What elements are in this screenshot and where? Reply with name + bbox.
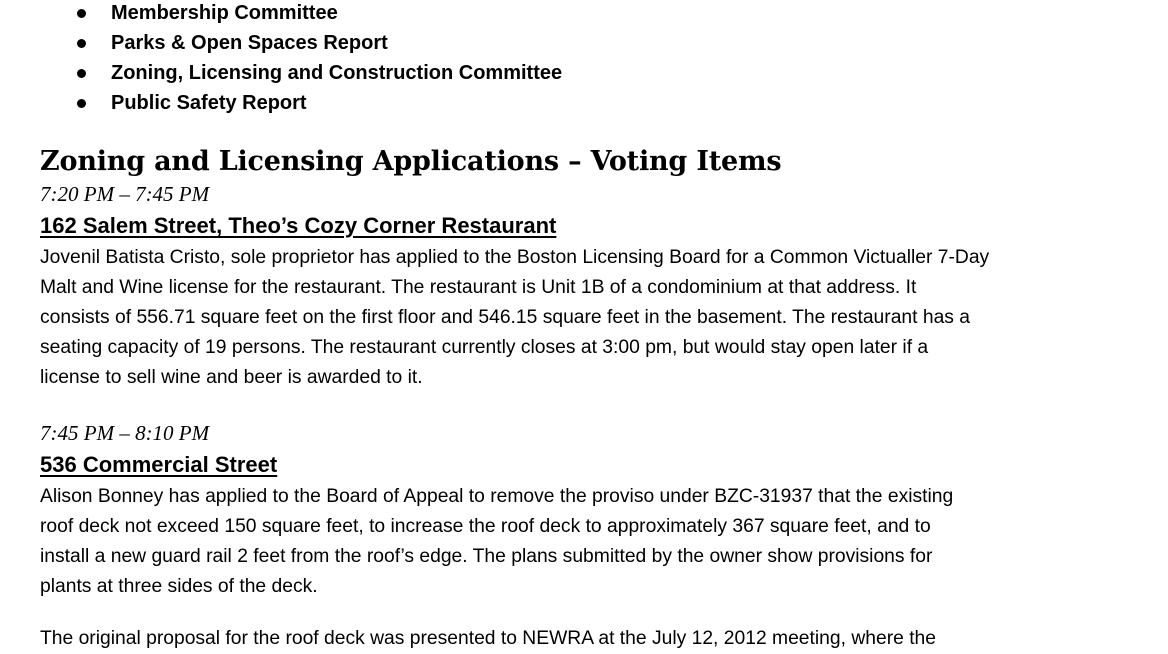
paragraph-line: install a new guard rail 2 feet from the roof’s edge. The plans submitted by the owner show provisions for	[40, 546, 933, 567]
item-title: 162 Salem Street, Theo’s Cozy Corner Restaurant	[40, 213, 557, 238]
item-time: 7:45 PM – 8:10 PM	[40, 421, 210, 445]
item-description	[40, 482, 1140, 602]
item-time: 7:20 PM – 7:45 PM	[40, 182, 210, 206]
bullet-item-zoning	[40, 60, 562, 90]
item-description	[40, 243, 1140, 393]
bullet-icon	[77, 9, 86, 18]
bullet-label: Zoning, Licensing and Construction Committee	[111, 62, 563, 84]
agenda-bullet-list	[40, 0, 562, 120]
bullet-icon	[77, 69, 86, 78]
bullet-item-parks	[40, 30, 562, 60]
section-heading: Zoning and Licensing Applications – Voting Items	[40, 146, 782, 177]
bullet-item-public-safety	[40, 90, 562, 120]
paragraph-line: plants at three sides of the deck.	[40, 576, 318, 597]
paragraph-line: Malt and Wine license for the restaurant. The restaurant is Unit 1B of a condominium at that address. It	[40, 277, 917, 298]
paragraph-line: Jovenil Batista Cristo, sole proprietor has applied to the Boston Licensing Board for a Common Victualler 7-Day	[40, 247, 990, 268]
paragraph-line: seating capacity of 19 persons. The restaurant currently closes at 3:00 pm, but would stay open later if a	[40, 337, 929, 358]
paragraph-line: license to sell wine and beer is awarded to it.	[40, 367, 423, 388]
paragraph-line: consists of 556.71 square feet on the first floor and 546.15 square feet in the basement. The restaurant has a	[40, 307, 971, 328]
bullet-icon	[77, 39, 86, 48]
item-description-continued	[40, 624, 1140, 654]
paragraph-line: The original proposal for the roof deck was presented to NEWRA at the July 12, 2012 meeting, where the	[40, 628, 937, 649]
bullet-label: Membership Committee	[111, 2, 338, 24]
bullet-icon	[77, 99, 86, 108]
paragraph-line: roof deck not exceed 150 square feet, to increase the roof deck to approximately 367 square feet, and to	[40, 516, 931, 537]
bullet-label: Public Safety Report	[111, 92, 307, 114]
bullet-item-membership	[40, 0, 562, 30]
item-title: 536 Commercial Street	[40, 452, 278, 477]
bullet-label: Parks & Open Spaces Report	[111, 32, 388, 54]
paragraph-line: Alison Bonney has applied to the Board of Appeal to remove the proviso under BZC-31937 that the existing	[40, 486, 954, 507]
